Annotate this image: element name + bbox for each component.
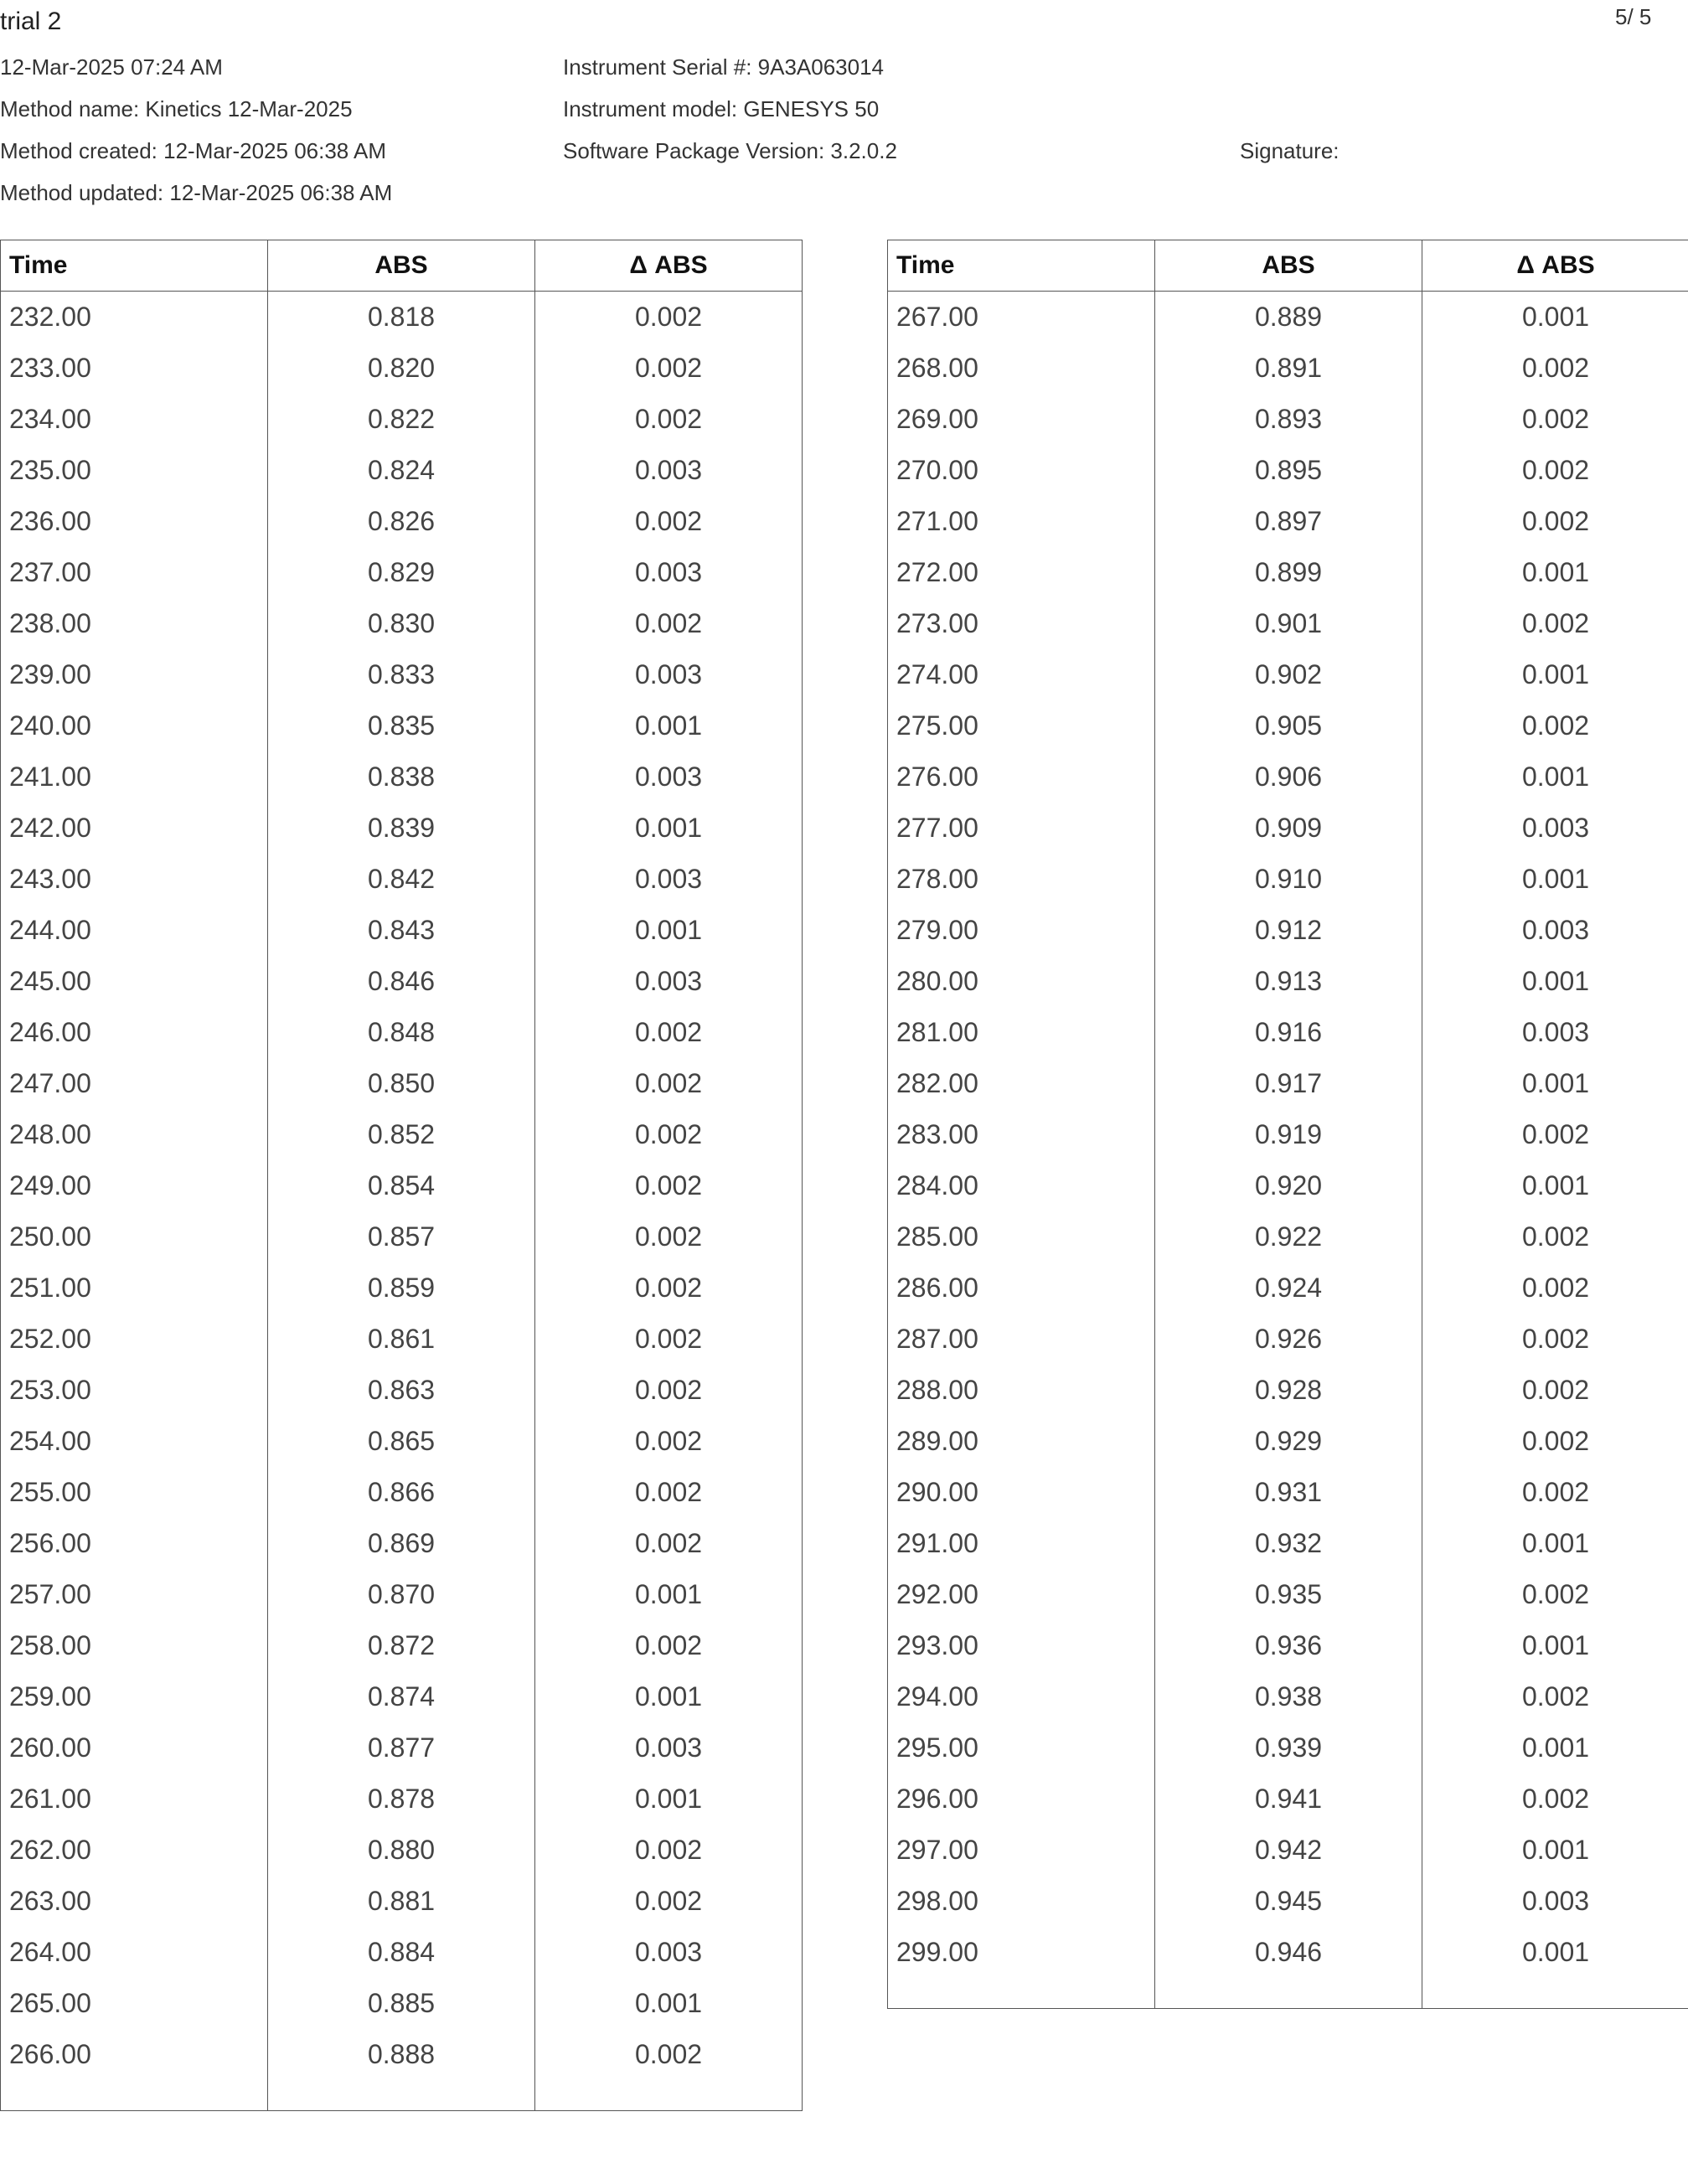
- cell-abs: 0.866: [268, 1467, 535, 1518]
- table-row: [888, 1365, 1688, 1416]
- cell-time: 266.00: [1, 2029, 268, 2080]
- table-row: [1, 905, 803, 956]
- table-row: [888, 1007, 1688, 1058]
- cell-delta-abs: 0.002: [535, 598, 803, 649]
- cell-time: 257.00: [1, 1569, 268, 1620]
- cell-delta-abs: 0.002: [1422, 1774, 1688, 1825]
- cell-time: 240.00: [1, 700, 268, 751]
- column-header-time: Time: [1, 240, 268, 292]
- cell-delta-abs: 0.002: [535, 1876, 803, 1927]
- cell-time: 233.00: [1, 343, 268, 394]
- cell-delta-abs: 0.001: [535, 1671, 803, 1722]
- cell-delta-abs: 0.003: [535, 1722, 803, 1774]
- cell-abs: 0.865: [268, 1416, 535, 1467]
- table-row: [1, 956, 803, 1007]
- cell-time: 294.00: [888, 1671, 1155, 1722]
- cell-abs: 0.852: [268, 1109, 535, 1160]
- method-updated: Method updated: 12-Mar-2025 06:38 AM: [0, 180, 393, 205]
- cell-delta-abs: 0.002: [535, 1467, 803, 1518]
- cell-time: 252.00: [1, 1314, 268, 1365]
- instrument-model: Instrument model: GENESYS 50: [563, 96, 880, 121]
- cell-time: 260.00: [1, 1722, 268, 1774]
- cell-delta-abs: 0.002: [535, 1109, 803, 1160]
- cell-abs: 0.895: [1155, 445, 1422, 496]
- cell-time: 241.00: [1, 751, 268, 803]
- cell-abs: 0.905: [1155, 700, 1422, 751]
- page-number: 5/ 5: [1615, 4, 1652, 29]
- cell-time: 250.00: [1, 1211, 268, 1262]
- cell-abs: 0.884: [268, 1927, 535, 1978]
- cell-time: 234.00: [1, 394, 268, 445]
- table-bottom-padding: [888, 1978, 1688, 2009]
- cell-time: 296.00: [888, 1774, 1155, 1825]
- column-header-delta-abs: Δ ABS: [1422, 240, 1688, 292]
- cell-delta-abs: 0.003: [1422, 803, 1688, 854]
- table-row: [1, 1876, 803, 1927]
- cell-delta-abs: 0.002: [1422, 1467, 1688, 1518]
- cell-abs: 0.936: [1155, 1620, 1422, 1671]
- cell-delta-abs: 0.002: [535, 292, 803, 343]
- cell-time: 289.00: [888, 1416, 1155, 1467]
- cell-delta-abs: 0.001: [1422, 1058, 1688, 1109]
- cell-abs: 0.872: [268, 1620, 535, 1671]
- cell-abs: 0.916: [1155, 1007, 1422, 1058]
- table-row: [1, 496, 803, 547]
- cell-delta-abs: 0.002: [1422, 394, 1688, 445]
- table-row: [888, 547, 1688, 598]
- cell-time: 283.00: [888, 1109, 1155, 1160]
- table-row: [888, 1160, 1688, 1211]
- cell-delta-abs: 0.002: [1422, 1211, 1688, 1262]
- cell-time: 263.00: [1, 1876, 268, 1927]
- table-row: [888, 1109, 1688, 1160]
- data-table-left: [0, 240, 803, 2111]
- cell-delta-abs: 0.003: [535, 751, 803, 803]
- table-row: [1, 445, 803, 496]
- cell-abs: 0.829: [268, 547, 535, 598]
- table-row: [1, 1467, 803, 1518]
- cell-delta-abs: 0.003: [1422, 1007, 1688, 1058]
- cell-delta-abs: 0.002: [535, 1416, 803, 1467]
- cell-abs: 0.938: [1155, 1671, 1422, 1722]
- table-row: [1, 547, 803, 598]
- cell-abs: 0.891: [1155, 343, 1422, 394]
- table-row: [1, 1416, 803, 1467]
- cell-abs: 0.926: [1155, 1314, 1422, 1365]
- cell-abs: 0.826: [268, 496, 535, 547]
- table-row: [1, 1671, 803, 1722]
- table-header-row: [1, 240, 803, 292]
- table-body: [888, 292, 1688, 2009]
- cell-abs: 0.818: [268, 292, 535, 343]
- table-row: [1, 1007, 803, 1058]
- cell-time: 232.00: [1, 292, 268, 343]
- cell-abs: 0.912: [1155, 905, 1422, 956]
- table-row: [1, 1722, 803, 1774]
- cell-time: 270.00: [888, 445, 1155, 496]
- cell-abs: 0.885: [268, 1978, 535, 2029]
- cell-abs: 0.863: [268, 1365, 535, 1416]
- cell-time: 280.00: [888, 956, 1155, 1007]
- cell-delta-abs: 0.002: [535, 1314, 803, 1365]
- cell-time: 264.00: [1, 1927, 268, 1978]
- table-header-row: [888, 240, 1688, 292]
- cell-time: 255.00: [1, 1467, 268, 1518]
- software-version: Software Package Version: 3.2.0.2: [563, 138, 897, 163]
- cell-abs: 0.899: [1155, 547, 1422, 598]
- table-row: [888, 649, 1688, 700]
- cell-delta-abs: 0.002: [535, 2029, 803, 2080]
- cell-delta-abs: 0.002: [535, 1518, 803, 1569]
- table-row: [1, 700, 803, 751]
- cell-delta-abs: 0.002: [1422, 343, 1688, 394]
- table-row: [1, 1927, 803, 1978]
- cell-delta-abs: 0.001: [1422, 751, 1688, 803]
- cell-delta-abs: 0.002: [535, 343, 803, 394]
- column-header-abs: ABS: [1155, 240, 1422, 292]
- cell-time: 247.00: [1, 1058, 268, 1109]
- table-bottom-padding: [1, 2080, 803, 2111]
- cell-delta-abs: 0.003: [535, 445, 803, 496]
- cell-abs: 0.888: [268, 2029, 535, 2080]
- cell-abs: 0.822: [268, 394, 535, 445]
- cell-abs: 0.935: [1155, 1569, 1422, 1620]
- cell-time: 275.00: [888, 700, 1155, 751]
- cell-delta-abs: 0.002: [535, 1825, 803, 1876]
- cell-abs: 0.869: [268, 1518, 535, 1569]
- cell-time: 295.00: [888, 1722, 1155, 1774]
- cell-abs: 0.924: [1155, 1262, 1422, 1314]
- table-row: [1, 1825, 803, 1876]
- cell-time: 272.00: [888, 547, 1155, 598]
- cell-delta-abs: 0.002: [535, 1058, 803, 1109]
- cell-time: 236.00: [1, 496, 268, 547]
- cell-time: 254.00: [1, 1416, 268, 1467]
- cell-delta-abs: 0.001: [1422, 1927, 1688, 1978]
- table-row: [888, 1211, 1688, 1262]
- cell-delta-abs: 0.002: [1422, 445, 1688, 496]
- cell-delta-abs: 0.002: [535, 1007, 803, 1058]
- table-row: [888, 1620, 1688, 1671]
- cell-delta-abs: 0.003: [1422, 905, 1688, 956]
- table-row: [1, 2029, 803, 2080]
- table-row: [1, 343, 803, 394]
- cell-abs: 0.939: [1155, 1722, 1422, 1774]
- cell-abs: 0.929: [1155, 1416, 1422, 1467]
- cell-time: 246.00: [1, 1007, 268, 1058]
- cell-abs: 0.859: [268, 1262, 535, 1314]
- table-row: [1, 1365, 803, 1416]
- cell-time: 282.00: [888, 1058, 1155, 1109]
- cell-delta-abs: 0.002: [1422, 496, 1688, 547]
- table-row: [1, 1058, 803, 1109]
- table-body: [1, 292, 803, 2111]
- table-row: [888, 1569, 1688, 1620]
- cell-time: 269.00: [888, 394, 1155, 445]
- cell-abs: 0.870: [268, 1569, 535, 1620]
- table-row: [1, 1620, 803, 1671]
- cell-time: 288.00: [888, 1365, 1155, 1416]
- table-row: [888, 905, 1688, 956]
- table-row: [888, 1262, 1688, 1314]
- cell-delta-abs: 0.001: [1422, 854, 1688, 905]
- cell-delta-abs: 0.003: [535, 649, 803, 700]
- cell-delta-abs: 0.001: [1422, 649, 1688, 700]
- table-row: [1, 1160, 803, 1211]
- cell-delta-abs: 0.002: [1422, 1671, 1688, 1722]
- table-row: [888, 1927, 1688, 1978]
- cell-delta-abs: 0.001: [1422, 1722, 1688, 1774]
- table-row: [888, 1467, 1688, 1518]
- table-row: [888, 854, 1688, 905]
- cell-delta-abs: 0.001: [535, 1569, 803, 1620]
- cell-time: 299.00: [888, 1927, 1155, 1978]
- cell-delta-abs: 0.002: [1422, 1569, 1688, 1620]
- cell-abs: 0.901: [1155, 598, 1422, 649]
- table-row: [1, 292, 803, 343]
- table-row: [1, 854, 803, 905]
- cell-delta-abs: 0.001: [535, 1978, 803, 2029]
- cell-time: 256.00: [1, 1518, 268, 1569]
- cell-time: 293.00: [888, 1620, 1155, 1671]
- table-row: [888, 700, 1688, 751]
- cell-abs: 0.917: [1155, 1058, 1422, 1109]
- table-row: [888, 1671, 1688, 1722]
- column-header-delta-abs: Δ ABS: [535, 240, 803, 292]
- cell-abs: 0.843: [268, 905, 535, 956]
- table-row: [1, 1109, 803, 1160]
- cell-abs: 0.941: [1155, 1774, 1422, 1825]
- cell-abs: 0.889: [1155, 292, 1422, 343]
- cell-abs: 0.846: [268, 956, 535, 1007]
- cell-time: 259.00: [1, 1671, 268, 1722]
- cell-abs: 0.902: [1155, 649, 1422, 700]
- cell-time: 245.00: [1, 956, 268, 1007]
- table-row: [888, 751, 1688, 803]
- cell-delta-abs: 0.003: [535, 547, 803, 598]
- cell-delta-abs: 0.001: [535, 803, 803, 854]
- cell-delta-abs: 0.002: [535, 496, 803, 547]
- table-row: [888, 394, 1688, 445]
- cell-abs: 0.922: [1155, 1211, 1422, 1262]
- cell-delta-abs: 0.001: [535, 905, 803, 956]
- cell-delta-abs: 0.002: [535, 394, 803, 445]
- cell-abs: 0.906: [1155, 751, 1422, 803]
- cell-abs: 0.848: [268, 1007, 535, 1058]
- cell-time: 276.00: [888, 751, 1155, 803]
- table-row: [888, 292, 1688, 343]
- column-header-time: Time: [888, 240, 1155, 292]
- table-row: [1, 1774, 803, 1825]
- cell-abs: 0.838: [268, 751, 535, 803]
- cell-time: 297.00: [888, 1825, 1155, 1876]
- cell-time: 253.00: [1, 1365, 268, 1416]
- cell-delta-abs: 0.002: [535, 1211, 803, 1262]
- cell-abs: 0.833: [268, 649, 535, 700]
- cell-delta-abs: 0.002: [535, 1160, 803, 1211]
- cell-abs: 0.850: [268, 1058, 535, 1109]
- cell-abs: 0.835: [268, 700, 535, 751]
- cell-time: 285.00: [888, 1211, 1155, 1262]
- cell-delta-abs: 0.002: [1422, 598, 1688, 649]
- table-row: [1, 751, 803, 803]
- cell-time: 267.00: [888, 292, 1155, 343]
- cell-abs: 0.824: [268, 445, 535, 496]
- cell-time: 291.00: [888, 1518, 1155, 1569]
- cell-time: 292.00: [888, 1569, 1155, 1620]
- cell-abs: 0.877: [268, 1722, 535, 1774]
- cell-abs: 0.932: [1155, 1518, 1422, 1569]
- cell-time: 261.00: [1, 1774, 268, 1825]
- cell-abs: 0.861: [268, 1314, 535, 1365]
- table-row: [888, 598, 1688, 649]
- report-timestamp: 12-Mar-2025 07:24 AM: [0, 54, 223, 80]
- cell-abs: 0.893: [1155, 394, 1422, 445]
- cell-abs: 0.920: [1155, 1160, 1422, 1211]
- cell-abs: 0.909: [1155, 803, 1422, 854]
- cell-time: 243.00: [1, 854, 268, 905]
- cell-time: 281.00: [888, 1007, 1155, 1058]
- cell-abs: 0.946: [1155, 1927, 1422, 1978]
- table-row: [1, 803, 803, 854]
- table-row: [888, 1774, 1688, 1825]
- cell-abs: 0.913: [1155, 956, 1422, 1007]
- cell-abs: 0.897: [1155, 496, 1422, 547]
- cell-delta-abs: 0.002: [535, 1620, 803, 1671]
- cell-delta-abs: 0.002: [1422, 700, 1688, 751]
- cell-delta-abs: 0.001: [535, 1774, 803, 1825]
- cell-time: 279.00: [888, 905, 1155, 956]
- cell-time: 268.00: [888, 343, 1155, 394]
- cell-time: 237.00: [1, 547, 268, 598]
- cell-delta-abs: 0.003: [535, 1927, 803, 1978]
- cell-time: 251.00: [1, 1262, 268, 1314]
- table-row: [1, 598, 803, 649]
- table-row: [1, 1569, 803, 1620]
- cell-abs: 0.880: [268, 1825, 535, 1876]
- cell-time: 290.00: [888, 1467, 1155, 1518]
- cell-delta-abs: 0.002: [1422, 1314, 1688, 1365]
- cell-delta-abs: 0.002: [535, 1262, 803, 1314]
- table-row: [888, 1876, 1688, 1927]
- cell-delta-abs: 0.003: [535, 956, 803, 1007]
- table-row: [888, 1825, 1688, 1876]
- method-created: Method created: 12-Mar-2025 06:38 AM: [0, 138, 387, 163]
- cell-delta-abs: 0.002: [535, 1365, 803, 1416]
- cell-delta-abs: 0.002: [1422, 1365, 1688, 1416]
- cell-delta-abs: 0.003: [535, 854, 803, 905]
- cell-time: 271.00: [888, 496, 1155, 547]
- cell-delta-abs: 0.002: [1422, 1109, 1688, 1160]
- cell-time: 242.00: [1, 803, 268, 854]
- table-row: [888, 445, 1688, 496]
- table-row: [888, 1314, 1688, 1365]
- cell-time: 239.00: [1, 649, 268, 700]
- cell-abs: 0.857: [268, 1211, 535, 1262]
- cell-time: 287.00: [888, 1314, 1155, 1365]
- cell-delta-abs: 0.001: [1422, 1825, 1688, 1876]
- table-row: [1, 1518, 803, 1569]
- cell-time: 262.00: [1, 1825, 268, 1876]
- table-row: [888, 496, 1688, 547]
- cell-delta-abs: 0.002: [1422, 1262, 1688, 1314]
- cell-abs: 0.945: [1155, 1876, 1422, 1927]
- cell-abs: 0.854: [268, 1160, 535, 1211]
- cell-abs: 0.942: [1155, 1825, 1422, 1876]
- cell-time: 284.00: [888, 1160, 1155, 1211]
- cell-abs: 0.931: [1155, 1467, 1422, 1518]
- table-row: [888, 1722, 1688, 1774]
- signature-label: Signature:: [1240, 138, 1340, 163]
- cell-time: 238.00: [1, 598, 268, 649]
- cell-delta-abs: 0.001: [1422, 1160, 1688, 1211]
- table-row: [1, 1314, 803, 1365]
- cell-time: 258.00: [1, 1620, 268, 1671]
- table-row: [1, 649, 803, 700]
- cell-time: 235.00: [1, 445, 268, 496]
- table-row: [1, 1262, 803, 1314]
- cell-abs: 0.878: [268, 1774, 535, 1825]
- cell-abs: 0.830: [268, 598, 535, 649]
- column-header-abs: ABS: [268, 240, 535, 292]
- cell-abs: 0.881: [268, 1876, 535, 1927]
- cell-time: 274.00: [888, 649, 1155, 700]
- cell-abs: 0.928: [1155, 1365, 1422, 1416]
- cell-abs: 0.820: [268, 343, 535, 394]
- cell-delta-abs: 0.002: [1422, 1416, 1688, 1467]
- cell-delta-abs: 0.001: [1422, 547, 1688, 598]
- cell-time: 273.00: [888, 598, 1155, 649]
- method-name: Method name: Kinetics 12-Mar-2025: [0, 96, 353, 121]
- cell-delta-abs: 0.003: [1422, 1876, 1688, 1927]
- cell-delta-abs: 0.001: [1422, 1620, 1688, 1671]
- cell-delta-abs: 0.001: [1422, 956, 1688, 1007]
- report-title: trial 2: [0, 8, 62, 35]
- cell-time: 277.00: [888, 803, 1155, 854]
- cell-time: 278.00: [888, 854, 1155, 905]
- table-row: [888, 1518, 1688, 1569]
- cell-delta-abs: 0.001: [1422, 1518, 1688, 1569]
- table-row: [1, 1211, 803, 1262]
- instrument-serial: Instrument Serial #: 9A3A063014: [563, 54, 885, 80]
- cell-abs: 0.874: [268, 1671, 535, 1722]
- table-row: [888, 956, 1688, 1007]
- cell-time: 265.00: [1, 1978, 268, 2029]
- cell-time: 298.00: [888, 1876, 1155, 1927]
- table-row: [888, 343, 1688, 394]
- cell-abs: 0.839: [268, 803, 535, 854]
- cell-abs: 0.842: [268, 854, 535, 905]
- table-row: [888, 1058, 1688, 1109]
- cell-abs: 0.919: [1155, 1109, 1422, 1160]
- cell-time: 248.00: [1, 1109, 268, 1160]
- cell-delta-abs: 0.001: [535, 700, 803, 751]
- cell-time: 244.00: [1, 905, 268, 956]
- data-table-right: [887, 240, 1688, 2009]
- cell-time: 286.00: [888, 1262, 1155, 1314]
- cell-delta-abs: 0.001: [1422, 292, 1688, 343]
- cell-time: 249.00: [1, 1160, 268, 1211]
- table-row: [888, 1416, 1688, 1467]
- table-row: [1, 1978, 803, 2029]
- table-row: [888, 803, 1688, 854]
- table-row: [1, 394, 803, 445]
- cell-abs: 0.910: [1155, 854, 1422, 905]
